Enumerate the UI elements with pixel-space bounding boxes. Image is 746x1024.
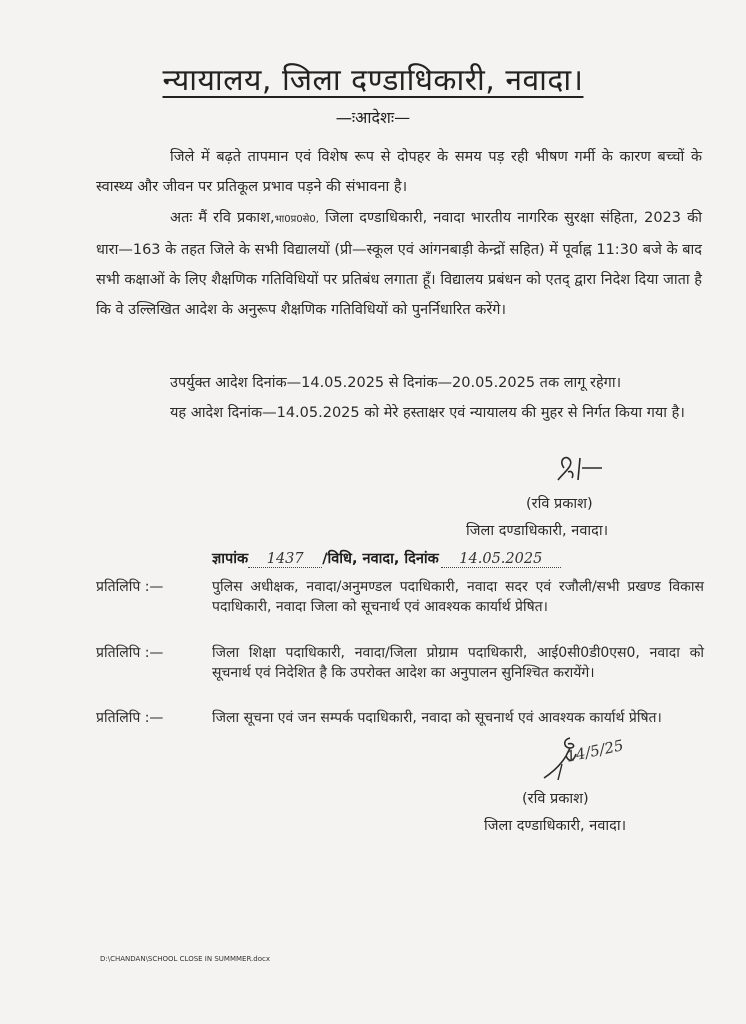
memo-label: ज्ञापांक	[212, 551, 249, 567]
memo-date: 14.05.2025	[441, 551, 561, 568]
signature-date: 14/5/25	[564, 736, 626, 766]
memo-dept: /विधि, नवादा, दिनांक	[322, 551, 439, 567]
copy-text-2: जिला शिक्षा पदाधिकारी, नवादा/जिला प्रोग्राम पदाधिकारी, आई0सी0डी0एस0, नवादा को सूचनार्थ एवं निदेशित है कि उपरोक्त आदेश का अनुपालन सुनिश्चित करायेंगे।	[212, 645, 704, 681]
order-paragraph-3: उपर्युक्त आदेश दिनांक—14.05.2025 से दिनांक—20.05.2025 तक लागू रहेगा।	[170, 375, 622, 391]
signatory-designation-1: जिला दण्डाधिकारी, नवादा।	[466, 523, 609, 539]
copy-text-1: पुलिस अधीक्षक, नवादा/अनुमण्डल पदाधिकारी, नवादा सदर एवं रजौली/सभी प्रखण्ड विकास पदाधिकारी, नवादा जिला को सूचनार्थ एवं आवश्यक कार्यार्थ प्रेषित।	[212, 579, 704, 615]
copy-text-3: जिला सूचना एवं जन सम्पर्क पदाधिकारी, नवादा को सूचनार्थ एवं आवश्यक कार्यार्थ प्रेषित।	[212, 710, 662, 726]
order-paragraph-1: जिले में बढ़ते तापमान एवं विशेष रूप से दोपहर के समय पड़ रही भीषण गर्मी के कारण बच्चों के स्वास्थ्य और जीवन पर प्रतिकूल प्रभाव पड़ने की संभावना है।	[96, 149, 702, 195]
memo-number: 1437	[248, 551, 322, 568]
order-paragraph-2: अतः मैं रवि प्रकाश,भा0प्र0से0, जिला दण्डाधिकारी, नवादा भारतीय नागरिक सुरक्षा संहिता, 2023 की धारा—163 के तहत जिले के सभी विद्यालयों (प्री—स्कूल एवं आंगनबाड़ी केन्द्रों सहित) में पूर्वाह्न 11:30 बजे के बाद सभी कक्षाओं के लिए शैक्षणिक गतिविधियों पर प्रतिबंध लगाता हूँ। विद्यालय प्रबंधन को एतद् द्वारा निदेश दिया जाता है कि वे उल्लिखित आदेश के अनुरूप शैक्षणिक गतिविधियों को पुनर्निधारित करेंगे।	[96, 210, 702, 318]
signatory-name-2: (रवि प्रकाश)	[522, 791, 589, 807]
officer-service-abbrev: भा0प्र0से0,	[274, 214, 319, 225]
copy-label-1: प्रतिलिपि :—	[96, 579, 164, 595]
signatory-name-1: (रवि प्रकाश)	[526, 496, 593, 512]
order-paragraph-4: यह आदेश दिनांक—14.05.2025 को मेरे हस्ताक्षर एवं न्यायालय की मुहर से निर्गत किया गया है।	[170, 405, 685, 421]
copy-label-2: प्रतिलिपि :—	[96, 645, 164, 661]
file-path-footer: D:\CHANDAN\SCHOOL CLOSE IN SUMMMER.docx	[100, 955, 271, 963]
signatory-designation-2: जिला दण्डाधिकारी, नवादा।	[484, 818, 627, 834]
court-title: न्यायालय, जिला दण्डाधिकारी, नवादा।	[162, 63, 584, 98]
signature-mark-1	[550, 450, 610, 490]
order-heading: —ःआदेशः—	[335, 108, 411, 127]
copy-label-3: प्रतिलिपि :—	[96, 710, 164, 726]
memo-line	[212, 548, 561, 568]
